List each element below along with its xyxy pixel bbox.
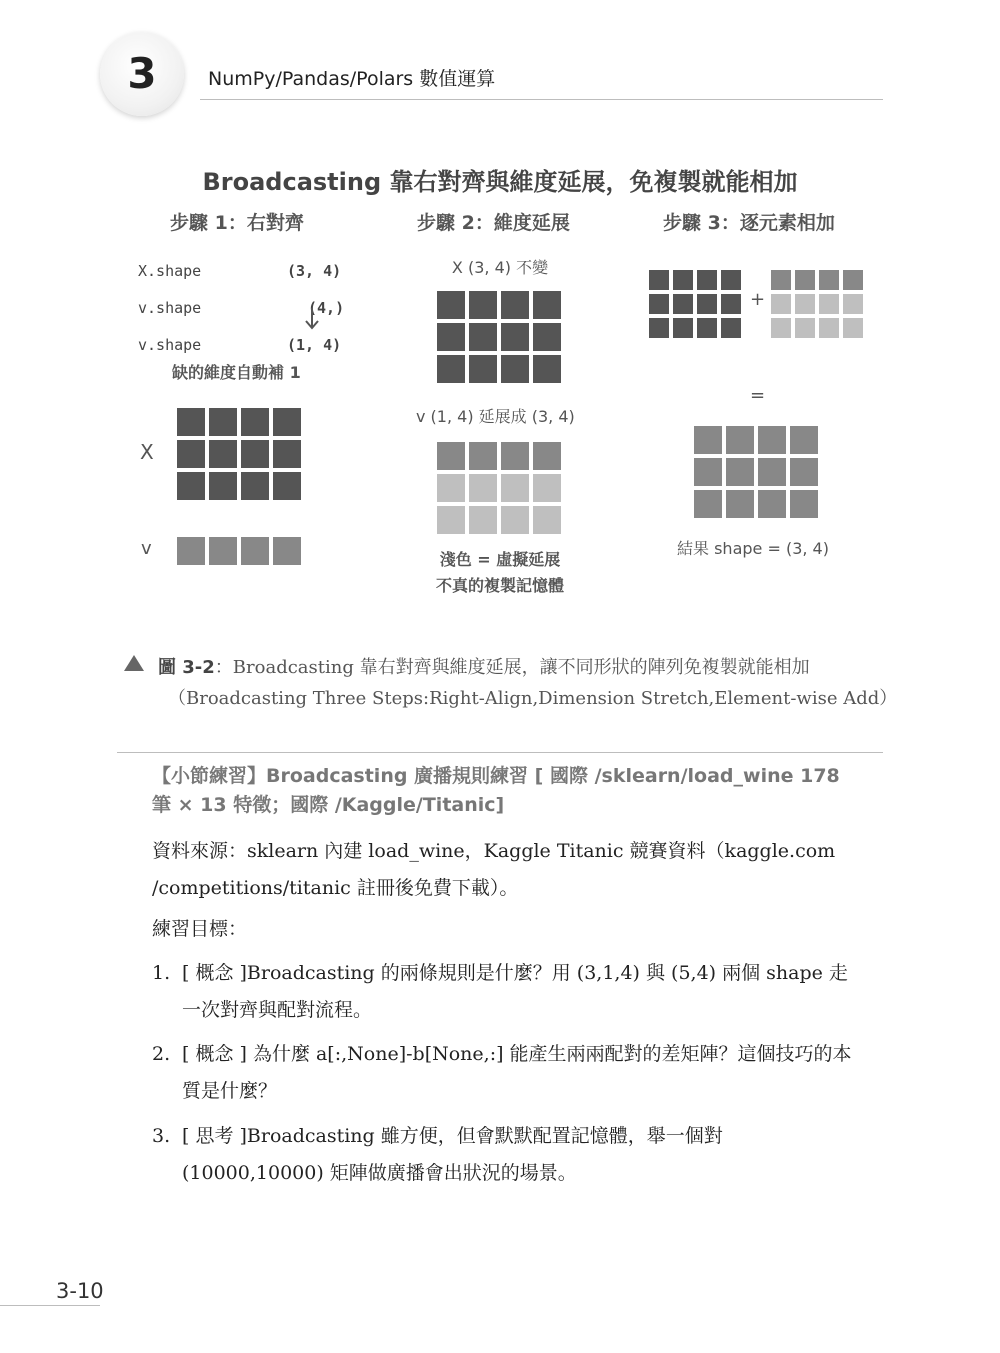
matrix-cell (843, 270, 863, 290)
step2-heading: 步驟 2：維度延展 (417, 212, 570, 234)
section-divider (117, 752, 883, 753)
figure-title: Broadcasting 靠右對齊與維度延展，免複製就能相加 (202, 168, 798, 196)
matrix-cell (697, 318, 717, 338)
result-label: 結果 shape = (3, 4) (677, 539, 829, 558)
step2-top-label-text: X (3, 4) 不變 (451, 258, 549, 277)
matrix-cell (649, 318, 669, 338)
virtual-cell (533, 474, 561, 502)
step1-row-value: (3, 4) (287, 262, 342, 280)
matrix-cell (177, 472, 205, 500)
matrix-cell (469, 323, 497, 351)
page-number: 3-10 (56, 1279, 104, 1303)
step1-row-name: v.shape (138, 299, 202, 317)
list-item (152, 1118, 852, 1192)
matrix-cell (273, 472, 301, 500)
matrix-cell (469, 355, 497, 383)
plus-sign: + (750, 289, 766, 310)
matrix-cell (819, 270, 839, 290)
footer-divider (0, 1305, 100, 1306)
step1-row-value: (4,) (308, 299, 345, 317)
matrix-cell (721, 270, 741, 290)
matrix-cell (697, 294, 717, 314)
matrix-cell (726, 426, 754, 454)
matrix-cell (758, 426, 786, 454)
matrix-cell (673, 270, 693, 290)
matrix-cell (771, 270, 791, 290)
matrix-cell (273, 408, 301, 436)
matrix-cell (209, 440, 237, 468)
matrix-cell (177, 440, 205, 468)
matrix-cell (721, 294, 741, 314)
matrix-cell (673, 294, 693, 314)
virtual-cell (843, 318, 863, 338)
matrix-cell (241, 408, 269, 436)
matrix-cell (673, 318, 693, 338)
chapter-number: 3 (127, 49, 157, 98)
matrix-cell (437, 291, 465, 319)
virtual-cell (469, 474, 497, 502)
matrix-cell (501, 355, 529, 383)
align-arrow-icon (305, 308, 319, 330)
step2-x-matrix (437, 291, 561, 383)
list-item-number: 3. (152, 1125, 171, 1147)
matrix-cell (694, 458, 722, 486)
matrix-cell (501, 323, 529, 351)
matrix-cell (795, 270, 815, 290)
matrix-cell (273, 440, 301, 468)
matrix-cell (469, 442, 497, 470)
virtual-cell (771, 294, 791, 314)
step1-row-name: X.shape (138, 262, 202, 280)
step3-v-matrix (771, 270, 863, 338)
virtual-cell (437, 506, 465, 534)
header-divider (200, 99, 883, 100)
matrix-cell (726, 458, 754, 486)
matrix-cell (501, 291, 529, 319)
virtual-cell (771, 318, 791, 338)
practice-title: 【小節練習】Broadcasting 廣播規則練習 [ 國際 /sklearn/load_wine 178 筆 × 13 特徵；國際 /Kaggle/Titanic] (152, 765, 840, 816)
caption-text: ：Broadcasting 靠右對齊與維度延展，讓不同形狀的陣列免複製就能相加 (214, 657, 810, 678)
x-matrix (177, 408, 301, 500)
virtual-cell (795, 294, 815, 314)
list-item-number: 2. (152, 1043, 171, 1065)
step1-note: 缺的維度自動補 1 (172, 363, 301, 382)
matrix-cell (758, 458, 786, 486)
step3-heading: 步驟 3：逐元素相加 (663, 212, 835, 234)
matrix-cell (177, 408, 205, 436)
matrix-cell (790, 426, 818, 454)
virtual-cell (819, 294, 839, 314)
chapter-title: NumPy/Pandas/Polars 數值運算 (208, 68, 496, 90)
practice-source: 資料來源：sklearn 內建 load_wine，Kaggle Titanic 競賽資料（kaggle.com /competitions/titanic 註冊後免費下載）。 (152, 840, 836, 899)
x-label: X (140, 440, 154, 464)
matrix-cell (758, 490, 786, 518)
list-item (152, 1036, 852, 1110)
step1-row-name: v.shape (138, 336, 202, 354)
matrix-cell (649, 270, 669, 290)
caption-label: 圖 3-2 (158, 657, 215, 678)
matrix-cell (241, 472, 269, 500)
matrix-cell (437, 442, 465, 470)
virtual-cell (819, 318, 839, 338)
step2-note-line2: 不真的複製記憶體 (435, 576, 564, 595)
step2-note-2 (0, 573, 1000, 596)
list-item-text: [ 概念 ] 為什麼 a[:,None]-b[None,:] 能產生兩兩配對的差矩陣？這個技巧的本質是什麼？ (182, 1043, 852, 1102)
matrix-cell (241, 440, 269, 468)
matrix-cell (533, 442, 561, 470)
figure-caption (158, 653, 810, 679)
matrix-cell (209, 472, 237, 500)
virtual-cell (501, 506, 529, 534)
step2-v-stretched (437, 442, 561, 534)
matrix-cell (649, 294, 669, 314)
v-label: v (141, 538, 152, 559)
virtual-cell (795, 318, 815, 338)
matrix-cell (721, 318, 741, 338)
list-item (152, 955, 852, 1029)
list-item-text: [ 思考 ]Broadcasting 雖方便，但會默默配置記憶體，舉一個對 (10000,10000) 矩陣做廣播會出狀況的場景。 (182, 1125, 723, 1184)
practice-goal-label: 練習目標： (152, 918, 248, 940)
virtual-cell (469, 506, 497, 534)
step1-row-value: (1, 4) (287, 336, 342, 354)
step2-note (0, 547, 1000, 570)
step3-x-matrix (649, 270, 741, 338)
matrix-cell (697, 270, 717, 290)
result-matrix (694, 426, 818, 518)
matrix-cell (726, 490, 754, 518)
matrix-cell (437, 323, 465, 351)
virtual-cell (843, 294, 863, 314)
virtual-cell (501, 474, 529, 502)
step1-heading: 步驟 1：右對齊 (170, 212, 304, 234)
matrix-cell (694, 426, 722, 454)
matrix-cell (533, 323, 561, 351)
matrix-cell (501, 442, 529, 470)
list-item-text: [ 概念 ]Broadcasting 的兩條規則是什麼？用 (3,1,4) 與 (5,4) 兩個 shape 走一次對齊與配對流程。 (182, 962, 848, 1021)
caption-triangle-icon (124, 655, 144, 671)
virtual-cell (437, 474, 465, 502)
matrix-cell (790, 458, 818, 486)
matrix-cell (437, 355, 465, 383)
matrix-cell (533, 291, 561, 319)
step2-mid-label: v (1, 4) 延展成 (3, 4) (416, 407, 575, 426)
matrix-cell (209, 408, 237, 436)
matrix-cell (790, 490, 818, 518)
equals-sign: = (750, 385, 766, 406)
virtual-cell (533, 506, 561, 534)
matrix-cell (694, 490, 722, 518)
matrix-cell (469, 291, 497, 319)
step2-note-line1: 淺色 = 虛擬延展 (439, 550, 561, 569)
caption-subtitle: （Broadcasting Three Steps:Right-Align,Dimension Stretch,Element-wise Add） (168, 688, 898, 709)
list-item-number: 1. (152, 962, 171, 984)
matrix-cell (533, 355, 561, 383)
